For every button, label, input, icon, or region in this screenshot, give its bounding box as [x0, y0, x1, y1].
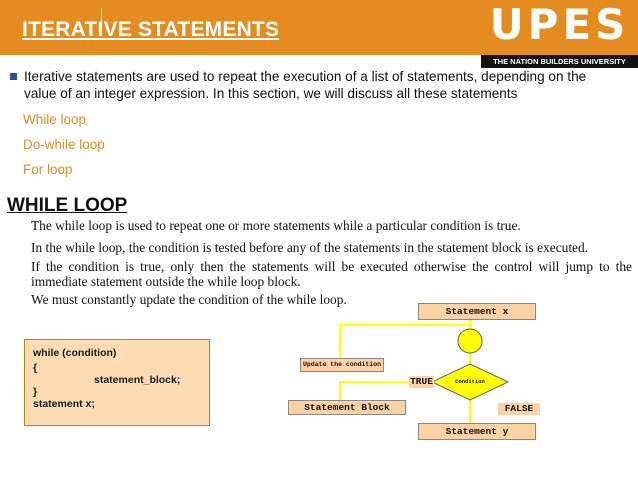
body-line-4: We must constantly update the condition of the while loop. — [31, 292, 347, 307]
code-line: } — [33, 386, 38, 398]
slide-title: ITERATIVE STATEMENTS — [22, 18, 280, 41]
code-line: statement x; — [33, 398, 95, 410]
flow-false-label: FALSE — [498, 403, 540, 415]
flow-update-condition: Update the condition — [300, 358, 384, 372]
logo-tagline: THE NATION BUILDERS UNIVERSITY — [481, 55, 638, 68]
flow-statement-block: Statement Block — [288, 400, 406, 415]
flow-true-label: TRUE — [410, 376, 433, 387]
body-line-2: In the while loop, the condition is tested before any of the statements in the statement block is executed. — [31, 240, 589, 255]
code-line: statement_block; — [94, 374, 181, 386]
loop-item-do-while: Do-while loop — [23, 137, 105, 152]
section-title: WHILE LOOP — [7, 195, 128, 216]
code-line: while (condition) — [33, 347, 117, 359]
loop-item-for: For loop — [23, 162, 73, 177]
logo-brand: UPES — [489, 0, 630, 49]
code-line: { — [33, 362, 38, 374]
intro-text: Iterative statements are used to repeat the execution of a list of statements, depending on the value of an integer expression. In this section, we will discuss all these statements — [24, 69, 587, 101]
loop-item-while: While loop — [23, 112, 87, 127]
junction-node — [458, 329, 482, 353]
flow-condition-label: Condition — [455, 378, 485, 385]
body-line-1: The while loop is used to repeat one or more statements while a particular condition is true. — [31, 218, 521, 233]
flow-statement-x: Statement x — [418, 303, 536, 320]
body-line-3: If the condition is true, only then the statements will be executed otherwise the control will jump to the immediate statement outside the while loop block. — [31, 259, 632, 289]
flow-statement-y: Statement y — [418, 423, 536, 440]
